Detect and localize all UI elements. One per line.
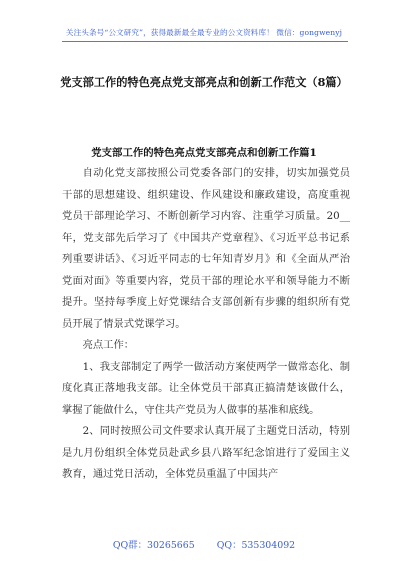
header-promo-note: 关注头条号“公文研究”，获得最新最全最专业的公文资料库！ 微信：gongwenyj [65, 28, 343, 37]
body-paragraph: 亮点工作： [82, 339, 135, 351]
header-divider [62, 41, 348, 42]
body-paragraph: 1、我支部制定了两学一做活动方案使两学一做常态化、制度化真正落地我支部。让全体党员干部真正搞清楚该做什么，掌握了能做什么，守住共产党员为人做事的基准和底线。 [62, 360, 350, 416]
footer-qq-group: QQ群：30265665 [112, 540, 195, 551]
body-paragraph: 自动化党支部按照公司党委各部门的安排，切实加强党员干部的思想建设、组织建设、作风建设和廉政建设，高度重视党员干部理论学习、不断创新学习内容、注重学习质量。20__年，党支部先后学习了《中国共产党章程》、《习近平总书记系列重要讲话》、《习近平同志的七年知青岁月》和《全面从严治党面对面》等重要内容，党员干部的理论水平和领导能力不断提升。坚持每季度上好党课结合支部创新有步骤的组织所有党员开展了情景式党课学习。 [62, 167, 350, 330]
footer-qq: QQ：535304092 [216, 540, 296, 551]
document-body [62, 163, 350, 486]
section-title: 党支部工作的特色亮点党支部亮点和创新工作篇1 [91, 147, 317, 159]
body-paragraph: 2、同时按照公司文件要求认真开展了主题党日活动，特别是九月份组织全体党员赴武乡县八路军纪念馆进行了爱国主义教育，通过党日活动，全体党员重温了中国共产 [62, 425, 350, 480]
footer-contact [0, 537, 408, 551]
document-title: 党支部工作的特色亮点党支部亮点和创新工作范文（8篇） [60, 75, 348, 89]
